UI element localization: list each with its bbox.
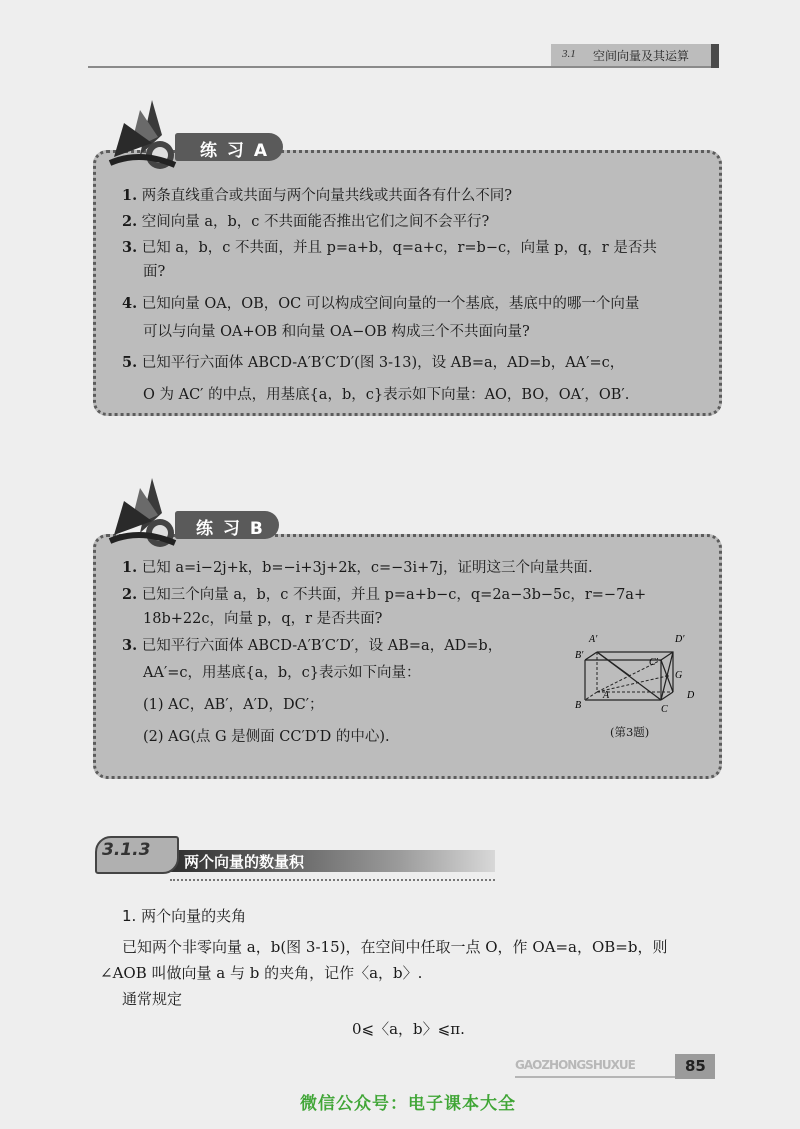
exercise-b-title: 练 习 B xyxy=(196,519,265,539)
exercise-b-item-1: 1. 已知 a=i−2j+k，b=−i+3j+2k，c=−3i+7j，证明这三个向量共面. xyxy=(122,559,593,576)
exercise-a-item-3: 3. 已知 a，b，c 不共面，并且 p=a+b，q=a+c，r=b−c，向量 p，q，r 是否共 xyxy=(122,239,657,256)
figure-label: D′ xyxy=(675,634,685,645)
footer-brand: GAOZHONGSHUXUE xyxy=(515,1058,635,1072)
header-section-number: 3.1 xyxy=(562,48,576,60)
watermark-text: 微信公众号：电子课本大全 xyxy=(300,1094,516,1114)
mascot-icon xyxy=(100,95,220,175)
figure-label: D xyxy=(687,690,695,701)
exercise-b-sub-1: (1) AC，AB′，A′D，DC′； xyxy=(143,697,324,713)
exercise-a-item-4-cont: 可以与向量 OA+OB 和向量 OA−OB 构成三个不共面向量? xyxy=(143,324,530,340)
exercise-a-item-5: 5. 已知平行六面体 ABCD-A′B′C′D′(图 3-13)，设 AB=a，AD=b，AA′=c， xyxy=(122,354,625,371)
page-number: 85 xyxy=(685,1057,706,1075)
section-divider xyxy=(170,879,495,881)
figure-label: A′ xyxy=(589,634,598,645)
header-marker xyxy=(711,44,719,68)
formula: 0⩽〈a，b〉⩽π. xyxy=(352,1020,465,1038)
exercise-a-item-2: 2. 空间向量 a，b，c 不共面能否推出它们之间不会平行? xyxy=(122,213,490,230)
paragraph-2: 通常规定 xyxy=(122,990,183,1008)
figure-label: C xyxy=(661,704,668,715)
exercise-a-title: 练 习 A xyxy=(200,141,269,161)
section-number: 3.1.3 xyxy=(102,840,151,860)
exercise-b-item-3: 3. 已知平行六面体 ABCD-A′B′C′D′，设 AB=a，AD=b， xyxy=(122,637,503,654)
exercise-a-item-5-cont: O 为 AC′ 的中点，用基底{a，b，c}表示如下向量：AO，BO，OA′，OB′. xyxy=(143,387,630,403)
exercise-b-item-2-cont: 18b+22c，向量 p，q，r 是否共面? xyxy=(143,611,383,627)
footer-rule xyxy=(515,1076,675,1078)
exercise-b-item-2: 2. 已知三个向量 a，b，c 不共面，并且 p=a+b−c，q=2a−3b−5c，r=−7a+ xyxy=(122,586,647,603)
paragraph-line-1: 已知两个非零向量 a，b(图 3-15)，在空间中任取一点 O，作 OA=a，OB=b，则 xyxy=(122,938,668,956)
figure-label: A xyxy=(603,690,610,701)
exercise-a-item-1: 1. 两条直线重合或共面与两个向量共线或共面各有什么不同? xyxy=(122,187,513,204)
section-title: 两个向量的数量积 xyxy=(184,853,305,871)
mascot-icon xyxy=(100,473,220,553)
figure-label: G xyxy=(675,670,683,681)
figure-label: C′ xyxy=(649,657,658,668)
figure-caption: (第3题) xyxy=(610,725,650,739)
exercise-b-sub-2: (2) AG(点 G 是侧面 CC′D′D 的中心). xyxy=(143,729,390,745)
header-section-title: 空间向量及其运算 xyxy=(593,49,690,63)
exercise-a-item-4: 4. 已知向量 OA，OB，OC 可以构成空间向量的一个基底，基底中的哪一个向量 xyxy=(122,295,640,312)
paragraph-line-2: ∠AOB 叫做向量 a 与 b 的夹角，记作〈a，b〉. xyxy=(100,964,423,982)
header-rule xyxy=(88,66,713,68)
exercise-b-item-3-cont: AA′=c，用基底{a，b，c}表示如下向量： xyxy=(143,665,421,681)
exercise-a-item-3-cont: 面? xyxy=(143,264,166,280)
figure-label: B xyxy=(575,700,582,711)
subheading: 1. 两个向量的夹角 xyxy=(122,907,247,925)
figure-label: B′ xyxy=(575,650,584,661)
